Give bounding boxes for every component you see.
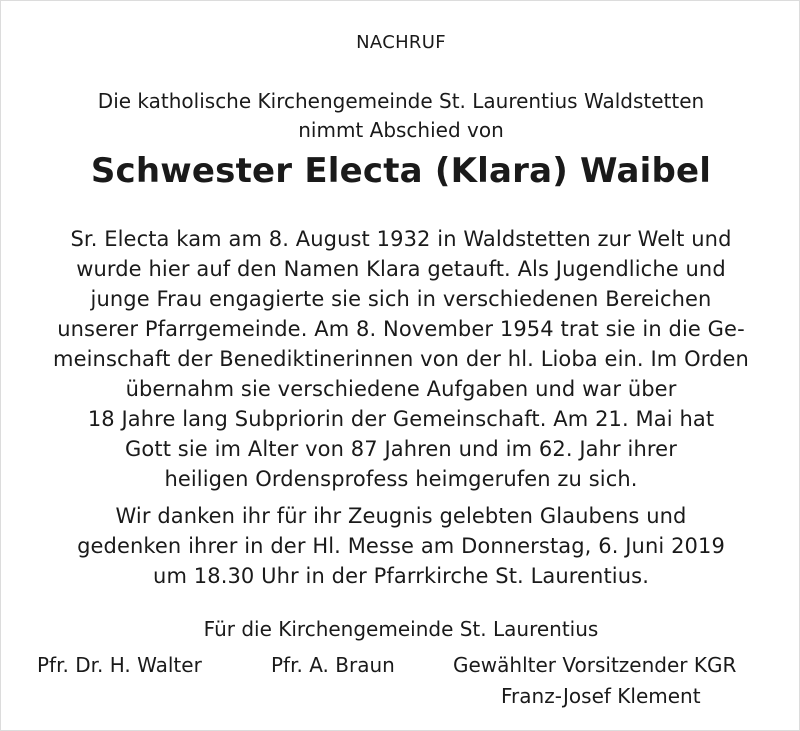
biography-line: 18 Jahre lang Subpriorin der Gemeinschaft. Am 21. Mai hat xyxy=(87,407,715,431)
biography-line: Sr. Electa kam am 8. August 1932 in Waldstetten zur Welt und xyxy=(70,227,732,251)
signatory-braun: Pfr. A. Braun xyxy=(271,653,395,677)
thanks-paragraph xyxy=(1,501,800,591)
deceased-name: Schwester Electa (Klara) Waibel xyxy=(90,151,712,191)
intro-text xyxy=(1,87,800,145)
signatory-klement: Franz-Josef Klement xyxy=(501,684,701,708)
thanks-line: gedenken ihrer in der Hl. Messe am Donnerstag, 6. Juni 2019 xyxy=(77,534,725,558)
biography-line: unserer Pfarrgemeinde. Am 8. November 1954 trat sie in die Ge- xyxy=(57,317,745,341)
on-behalf-line: Für die Kirchengemeinde St. Laurentius xyxy=(203,617,599,641)
biography-line: meinschaft der Benediktinerinnen von der hl. Lioba ein. Im Orden xyxy=(53,347,749,371)
thanks-line: Wir danken ihr für ihr Zeugnis gelebten Glaubens und xyxy=(115,504,687,528)
biography-line: Gott sie im Alter von 87 Jahren und im 62. Jahr ihrer xyxy=(125,437,677,461)
intro-line-1: Die katholische Kirchengemeinde St. Laurentius Waldstetten xyxy=(97,89,705,113)
biography-line: heiligen Ordensprofess heimgerufen zu sich. xyxy=(164,467,638,491)
biography-paragraph xyxy=(1,224,800,494)
biography-line: wurde hier auf den Namen Klara getauft. Als Jugendliche und xyxy=(76,257,726,281)
thanks-line: um 18.30 Uhr in der Pfarrkirche St. Laurentius. xyxy=(153,564,649,588)
biography-line: übernahm sie verschiedene Aufgaben und war über xyxy=(125,377,677,401)
signatory-walter: Pfr. Dr. H. Walter xyxy=(37,653,202,677)
biography-line: junge Frau engagierte sie sich in verschiedenen Bereichen xyxy=(90,287,712,311)
intro-line-2: nimmt Abschied von xyxy=(298,118,504,142)
notice-heading: NACHRUF xyxy=(356,32,446,53)
signatory-kgr-title: Gewählter Vorsitzender KGR xyxy=(453,653,737,677)
